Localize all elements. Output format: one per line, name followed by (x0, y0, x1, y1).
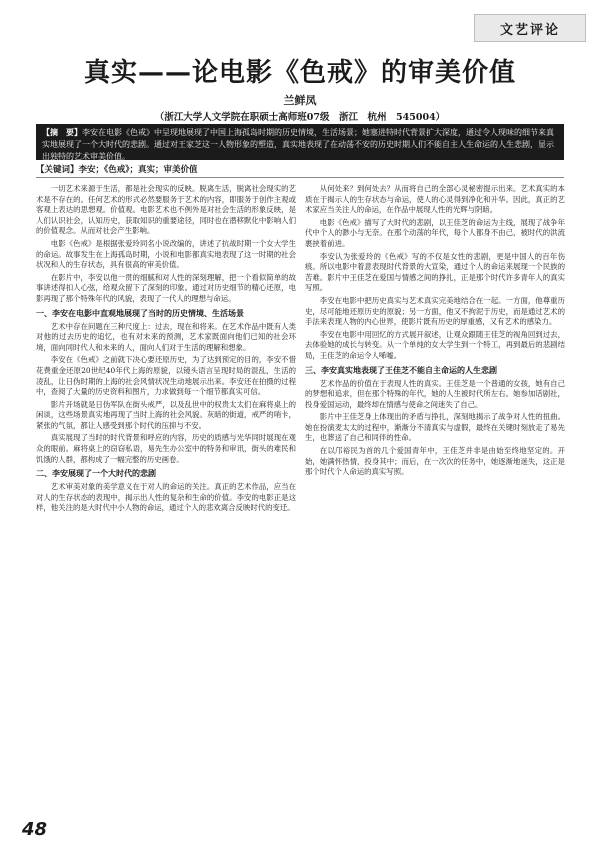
body-paragraph: 从何处来？到何处去？从而将自己的全部心灵秘密提示出来。艺术真实的本质在于揭示人的生存状态与命运，使人的心灵得到净化和升华。因此，真正的艺术家应当关注人的命运，在作品中展现人性的光辉与阴暗。 (305, 184, 565, 215)
section-heading: 二、李安展现了一个大时代的悲剧 (36, 469, 156, 479)
abstract-box (36, 124, 564, 160)
section-heading: 一、李安在电影中直观地展现了当时的历史情境、生活场景 (36, 308, 244, 318)
body-paragraph: 在影片中，李安以他一贯的细腻和对人性的深刻理解，把一个看似简单的故事讲述得扣人心弦，给观众留下了深刻的印象。通过对历史细节的精心还原，电影再现了那个特殊年代的风貌，表现了一代人的理想与命运。 (36, 272, 296, 303)
body-paragraph: 影片中王佳芝身上体现出的矛盾与挣扎，深刻地揭示了战争对人性的扭曲。她在扮演麦太太的过程中，渐渐分不清真实与虚假，最终在关键时刻放走了易先生，也葬送了自己和同伴的性命。 (305, 412, 565, 443)
right-column (305, 184, 565, 810)
body-paragraph: 在以邝裕民为首的几个爱国青年中，王佳芝并非是由始至终地坚定的。开始，她满怀热情，投身其中；而后，在一次次的任务中，她逐渐地迷失，这正是那个时代个人命运的真实写照。 (305, 446, 565, 477)
body-paragraph: 艺术审美对象的美学意义在于对人的命运的关注。真正的艺术作品，应当在对人的生存状态的表现中，揭示出人性的复杂和生命的价值。李安的电影正是这样，他关注的是大时代中小人物的命运，通过个人的悲欢离合反映时代的变迁。 (36, 482, 296, 513)
author: 兰鲜凤 (283, 94, 317, 107)
keywords (36, 163, 564, 178)
body-paragraph: 艺术作品的价值在于表现人性的真实。王佳芝是一个普通的女孩，她有自己的梦想和追求，但在那个特殊的年代，她的人生被时代所左右。她参加话剧社，投身爱国运动，最终却在情感与使命之间迷失了自己。 (305, 378, 565, 409)
body-paragraph: 真实展现了当时的时代背景和呼应的内容，历史的质感与光华同时展现在观众的眼前。麻将桌上的窃窃私语，易先生办公室中的特务和审讯，街头的难民和饥饿的人群，都构成了一幅完整的历史画卷。 (36, 433, 296, 464)
body-paragraph: 电影《色戒》是根据张爱玲同名小说改编的，讲述了抗战时期一个女大学生的命运。故事发生在上海孤岛时期，小说和电影都真实地表现了这一时期的社会状况和人的生存状态，具有很高的审美价值。 (36, 238, 296, 270)
left-column (36, 184, 296, 810)
article-title: 真实——论电影《色戒》的审美价值 (83, 58, 516, 88)
body-paragraph: 影片开场就是日伪军队在街头戒严，以及乱世中的权贵太太们在麻将桌上的闲谈，这些场景真实地再现了当时上海的社会风貌。灰暗的街道，戒严的哨卡，紧张的气氛，都让人感受到那个时代的压抑与不安。 (36, 399, 296, 430)
body-paragraph: 电影《色戒》描写了大时代的悲剧，以王佳芝的命运为主线，展现了战争年代中个人的渺小与无奈。在那个动荡的年代，每个人都身不由己，被时代的洪流裹挟着前进。 (305, 217, 565, 248)
abstract-text: 李安在电影《色戒》中呈现地展现了中国上海孤岛时期的历史情境，生活场景；她塞进特时代背景扩大深度，通过令人现味的细节来真实地展现了一个大时代的悲剧。通过对王家芝这一人物形象的塑造，真实地表现了在动荡不安的历史时期人们不能自主人生命运的人生悲剧，显示出独特的艺术审美价值。 (42, 128, 554, 160)
keywords-label: 【关键词】 (36, 165, 79, 175)
affiliation: （浙江大学人文学院在职硕士高师班07级 浙江 杭州 545004） (154, 112, 446, 123)
body-paragraph: 一切艺术来源于生活，都是社会现实的反映。脱离生活，脱离社会现实的艺术是不存在的。任何艺术的形式必然要服务于艺术的内容，即服务于创作主观或客观上表达的思想观。价值观。电影艺术也不例外是对社会生活的形象反映，是人们认识社会，认知历史，获取知识的重要途径，同时也在潜移默化中影响人们的价值观念。从而对社会产生影响。 (36, 184, 296, 236)
body-paragraph: 李安认为张爱玲的《色戒》写的不仅是女性的悲剧，更是中国人的百年伤痕。所以电影中着意表现时代背景的大宣染，通过个人的命运来展现一个民族的苦难。影片中王佳芝在爱国与情感之间的挣扎，正是那个时代许多青年人的真实写照。 (305, 251, 565, 293)
body-paragraph: 李安在电影中把历史真实与艺术真实完美地结合在一起。一方面，他尊重历史，尽可能地还原历史的原貌；另一方面，他又不拘泥于历史，而是通过艺术的手法来表现人物的内心世界，使影片既有历史的厚重感，又有艺术的感染力。 (305, 295, 565, 327)
body-paragraph: 李安在电影中用回忆的方式展开叙述，让观众跟随王佳芝的视角回到过去，去体验她的成长与转变。从一个单纯的女大学生到一个特工，再到最后的悲剧结局，王佳芝的命运令人唏嘘。 (305, 329, 565, 360)
body-paragraph: 艺术中存在问题在三种尺度上：过去，现在和将来。在艺术作品中既有人类对他的过去历史的追忆，也有对未来的预测，艺术家既面向他们已知的社会环境，面向同时代人和未来的人，面向人们对于生活的理解和想象。 (36, 321, 296, 352)
page-number: 48 (22, 819, 48, 840)
body-paragraph: 李安在《色戒》之前就下决心要还原历史，为了达到预定的目的，李安不惜花费重金还原20世纪40年代上海的原貌，以镜头语言呈现时局的混乱，生活的凌乱，让日伪时期的上海的社会风情状况生动地展示出来。李安还在拍摄的过程中，查阅了大量的历史资料和图片，力求做到每一个细节都真实可信。 (36, 355, 296, 397)
abstract-label: 【摘 要】 (42, 127, 82, 137)
section-tag: 文艺评论 (474, 14, 586, 42)
keywords-text: 李安；《色戒》；真实；审美价值 (78, 165, 198, 175)
section-heading: 三、李安真实地表现了王佳芝不能自主命运的人生悲剧 (305, 365, 497, 375)
